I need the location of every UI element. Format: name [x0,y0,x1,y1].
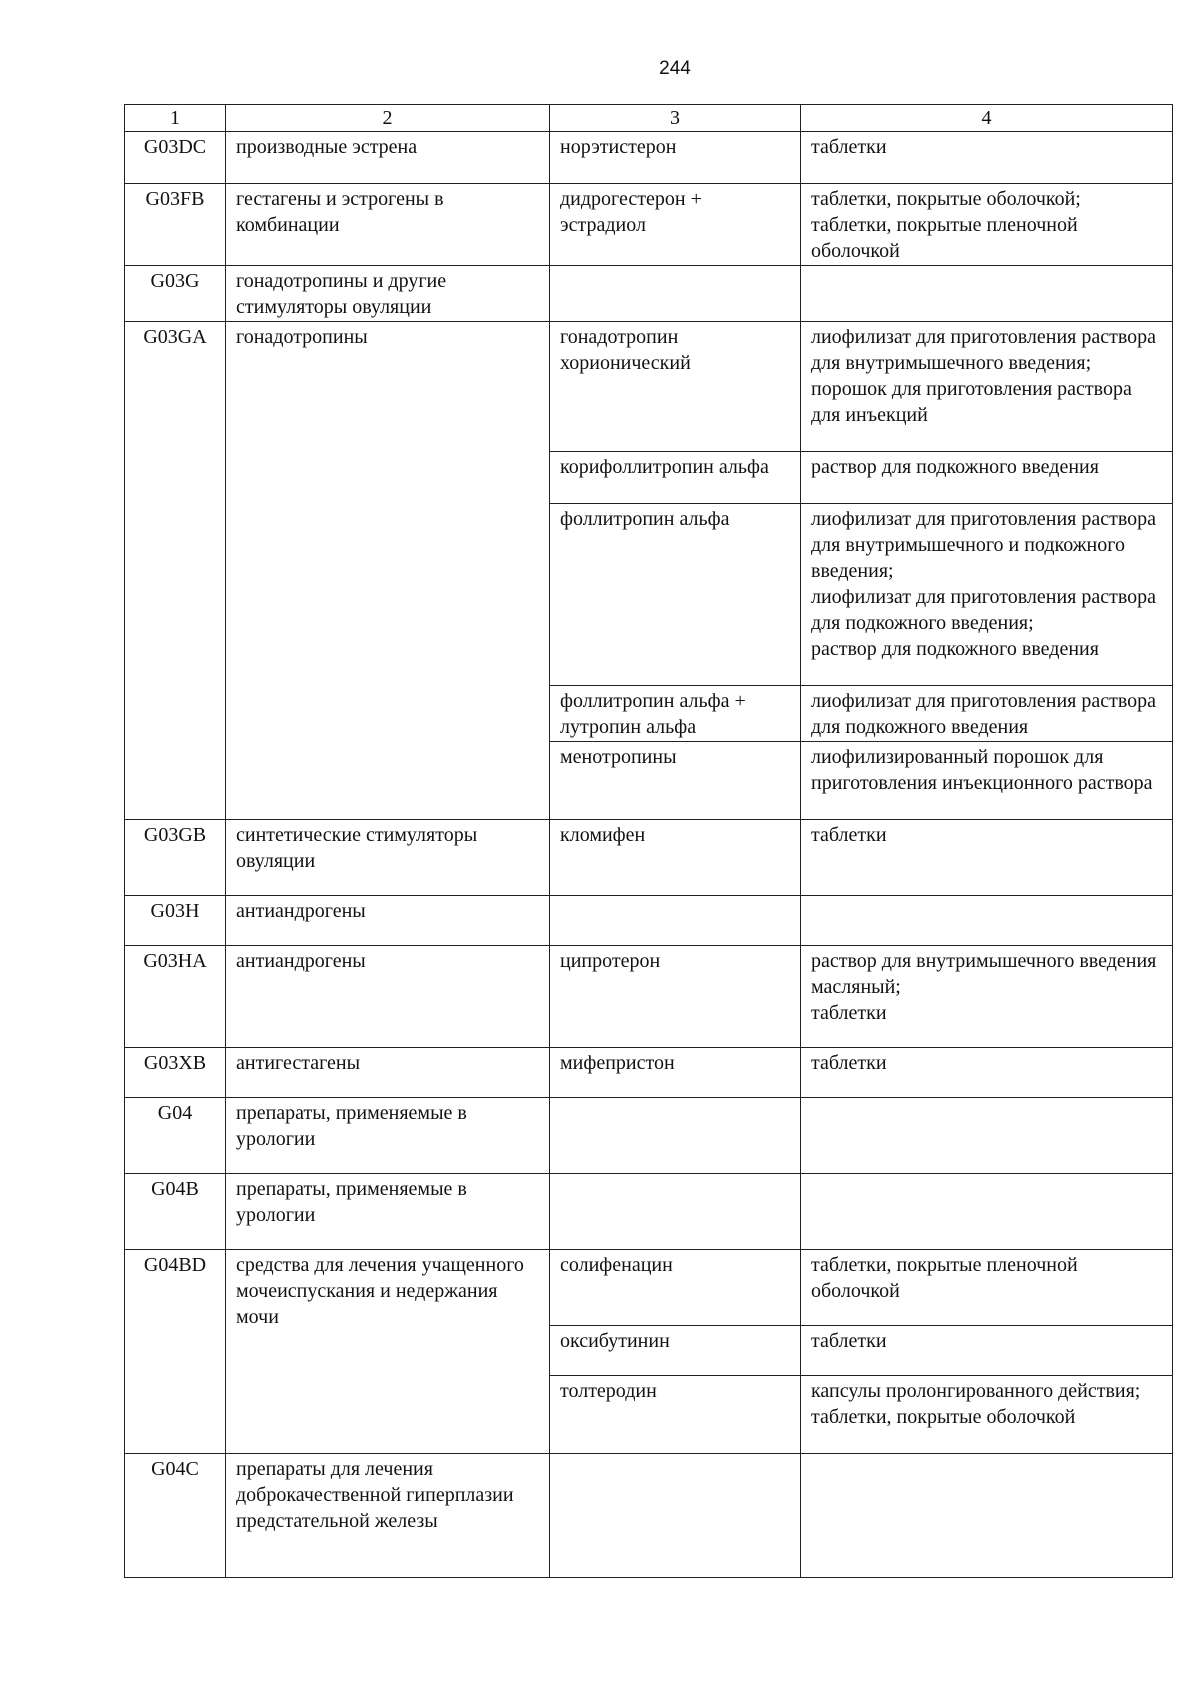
drug-cell [550,1098,801,1174]
table-row [125,1098,1173,1174]
table-row [125,896,1173,946]
group-cell: производные эстрена [226,132,550,184]
form-cell: таблетки [801,1048,1173,1098]
drug-cell: дидрогестерон + эстрадиол [550,184,801,266]
form-cell: таблетки [801,132,1173,184]
form-cell [801,1174,1173,1250]
drug-cell: норэтистерон [550,132,801,184]
form-cell: таблетки [801,1326,1173,1376]
atc-code-cell: G03XB [125,1048,226,1098]
table-row [125,946,1173,1048]
form-line: лиофилизат для приготовления раствора для подкожного введения; [811,586,1157,634]
drug-classification-table [124,104,1173,1578]
column-header: 2 [226,105,550,132]
atc-code-cell: G03G [125,266,226,322]
drug-cell [550,1174,801,1250]
table-row [125,266,1173,322]
column-header: 4 [801,105,1173,132]
form-cell [801,322,1173,452]
drug-cell: фоллитропин альфа [550,504,801,686]
form-cell [801,504,1173,686]
atc-code-cell: G03DC [125,132,226,184]
form-line: таблетки [811,1002,887,1024]
drug-cell: мифепристон [550,1048,801,1098]
drug-cell: толтеродин [550,1376,801,1454]
drug-cell [550,1454,801,1578]
form-line: раствор для внутримышечного введения масляный; [811,950,1157,998]
atc-code-cell: G04B [125,1174,226,1250]
group-cell: препараты, применяемые в урологии [226,1174,550,1250]
form-cell: раствор для подкожного введения [801,452,1173,504]
form-cell [801,266,1173,322]
drug-cell: кломифен [550,820,801,896]
atc-code-cell: G04C [125,1454,226,1578]
drug-cell: солифенацин [550,1250,801,1326]
table-row [125,132,1173,184]
atc-code-cell: G03H [125,896,226,946]
form-cell [801,896,1173,946]
table-row [125,1454,1173,1578]
form-line: капсулы пролонгированного действия; [811,1380,1141,1402]
form-line: таблетки, покрытые оболочкой [811,1406,1076,1428]
table-row [125,1048,1173,1098]
group-cell: антиандрогены [226,946,550,1048]
form-cell: лиофилизат для приготовления раствора для подкожного введения [801,686,1173,742]
form-line: таблетки, покрытые пленочной оболочкой [811,214,1078,262]
group-cell: препараты, применяемые в урологии [226,1098,550,1174]
page-number: 244 [659,58,691,79]
column-header: 1 [125,105,226,132]
drug-cell: фоллитропин альфа + лутропин альфа [550,686,801,742]
group-cell: гестагены и эстрогены в комбинации [226,184,550,266]
table-row [125,184,1173,266]
form-cell: таблетки [801,820,1173,896]
form-line: порошок для приготовления раствора для инъекций [811,378,1132,426]
group-cell: гонадотропины [226,322,550,820]
form-line: таблетки, покрытые оболочкой; [811,188,1081,210]
drug-cell [550,266,801,322]
atc-code-cell: G04 [125,1098,226,1174]
atc-code-cell: G03FB [125,184,226,266]
form-cell: таблетки, покрытые пленочной оболочкой [801,1250,1173,1326]
drug-cell [550,896,801,946]
table-row [125,820,1173,896]
atc-code-cell: G03HA [125,946,226,1048]
drug-cell: ципротерон [550,946,801,1048]
table-row [125,1174,1173,1250]
group-cell: синтетические стимуляторы овуляции [226,820,550,896]
table-row [125,322,1173,452]
drug-cell: корифоллитропин альфа [550,452,801,504]
form-cell [801,946,1173,1048]
table-header-row [125,105,1173,132]
atc-code-cell: G03GB [125,820,226,896]
form-cell [801,1376,1173,1454]
atc-code-cell: G03GA [125,322,226,820]
table-row [125,1250,1173,1326]
drug-cell: оксибутинин [550,1326,801,1376]
form-cell: лиофилизированный порошок для приготовления инъекционного раствора [801,742,1173,820]
form-line: лиофилизат для приготовления раствора для внутримышечного и подкожного введения; [811,508,1157,582]
group-cell: антигестагены [226,1048,550,1098]
group-cell: препараты для лечения доброкачественной гиперплазии предстательной железы [226,1454,550,1578]
form-cell [801,1454,1173,1578]
form-line: лиофилизат для приготовления раствора для внутримышечного введения; [811,326,1157,374]
atc-code-cell: G04BD [125,1250,226,1454]
group-cell: антиандрогены [226,896,550,946]
form-cell [801,1098,1173,1174]
drug-cell: менотропины [550,742,801,820]
group-cell: средства для лечения учащенного мочеиспускания и недержания мочи [226,1250,550,1454]
drug-cell: гонадотропин хорионический [550,322,801,452]
group-cell: гонадотропины и другие стимуляторы овуляции [226,266,550,322]
column-header: 3 [550,105,801,132]
form-cell [801,184,1173,266]
form-line: раствор для подкожного введения [811,638,1099,660]
